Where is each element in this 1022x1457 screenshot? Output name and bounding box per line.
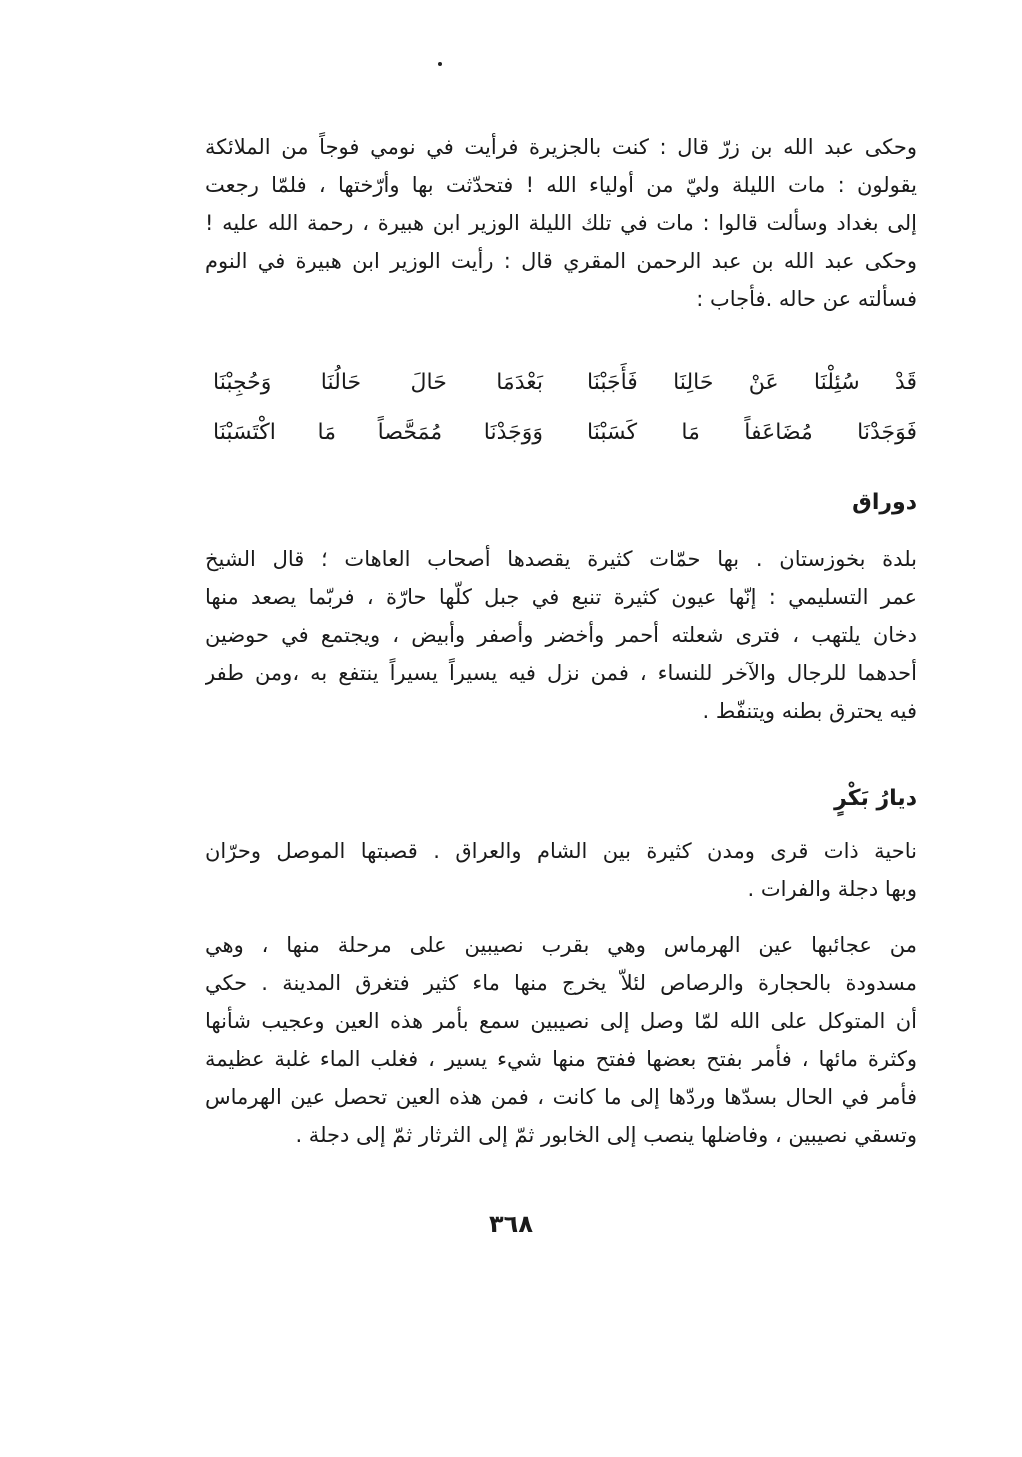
paragraph-muqri bbox=[205, 242, 917, 318]
text-line: فسألته عن حاله .فأجاب : bbox=[696, 287, 917, 311]
paragraph-dawraq bbox=[205, 540, 917, 730]
text-line: وحكى عبد الله بن زرّ قال : كنت بالجزيرة فرأيت في نومي فوجاً من الملائكة bbox=[205, 135, 917, 159]
verse-second-hemistich: وَوَجَدْنَا مُمَحَّصاً مَا اكْتَسَبْنَا bbox=[213, 420, 543, 445]
text-line: أحدهما للرجال والآخر للنساء ، فمن نزل فيه يسيراً يسيراً ينتفع به ،ومن طفر bbox=[205, 661, 917, 685]
text-line: فأمر في الحال بسدّها وردّها إلى ما كانت ، فمن هذه العين تحصل عين الهرماس bbox=[205, 1085, 917, 1109]
text-line: عمر التسليمي : إنّها عيون كثيرة تنبع في جبل كلّها حارّة ، فربّما يصعد منها bbox=[205, 585, 917, 609]
text-line: يقولون : مات الليلة وليّ من أولياء الله ! فتحدّثت بها وأرّختها ، فلمّا رجعت bbox=[205, 173, 917, 197]
section-heading-diyar-bakr: ديارُ بَكْرٍ bbox=[834, 786, 917, 811]
paragraph-ibn-zarr bbox=[205, 128, 917, 242]
page-number: ٣٦٨ bbox=[489, 1210, 533, 1238]
verse-first-hemistich: قَدْ سُئِلْنَا عَنْ حَالِنَا فَأَجَبْنَا bbox=[587, 370, 917, 395]
text-line: وكثرة مائها ، فأمر بفتح بعضها ففتح منها شيء يسير ، فغلب الماء غلبة عظيمة bbox=[205, 1047, 917, 1071]
text-line: بلدة بخوزستان . بها حمّات كثيرة يقصدها أصحاب العاهات ؛ قال الشيخ bbox=[205, 547, 917, 571]
text-line: إلى بغداد وسألت قالوا : مات في تلك الليلة الوزير ابن هبيرة ، رحمة الله عليه ! bbox=[205, 211, 917, 235]
paragraph-hirmas-spring bbox=[205, 926, 917, 1154]
text-line: وحكى عبد الله بن عبد الرحمن المقري قال : رأيت الوزير ابن هبيرة في النوم bbox=[205, 249, 917, 273]
paragraph-diyar-bakr-intro bbox=[205, 832, 917, 908]
text-line: فيه يحترق بطنه ويتنفّط . bbox=[702, 699, 917, 723]
section-heading-dawraq: دوراق bbox=[852, 490, 917, 515]
text-line: مسدودة بالحجارة والرصاص لئلاّ يخرج منها ماء كثير فتغرق المدينة . حكي bbox=[205, 971, 917, 995]
verse-second-hemistich: بَعْدَمَا حَالَ حَالُنَا وَحُجِبْنَا bbox=[213, 370, 543, 395]
verse-line bbox=[213, 408, 917, 458]
verse-first-hemistich: فَوَجَدْنَا مُضَاعَفاً مَا كَسَبْنَا bbox=[587, 420, 917, 445]
text-line: وبها دجلة والفرات . bbox=[747, 877, 917, 901]
text-line: دخان يلتهب ، فترى شعلته أحمر وأخضر وأصفر وأبيض ، ويجتمع في حوضين bbox=[205, 623, 917, 647]
poem-verses bbox=[213, 358, 917, 458]
text-line: أن المتوكل على الله لمّا وصل إلى نصيبين سمع بأمر هذه العين وعجيب شأنها bbox=[205, 1009, 917, 1033]
top-mark bbox=[438, 62, 442, 66]
text-line: وتسقي نصيبين ، وفاضلها ينصب إلى الخابور ثمّ إلى الثرثار ثمّ إلى دجلة . bbox=[295, 1123, 917, 1147]
text-line: من عجائبها عين الهرماس وهي بقرب نصيبين على مرحلة منها ، وهي bbox=[205, 933, 917, 957]
text-line: ناحية ذات قرى ومدن كثيرة بين الشام والعراق . قصبتها الموصل وحرّان bbox=[205, 839, 917, 863]
verse-line bbox=[213, 358, 917, 408]
